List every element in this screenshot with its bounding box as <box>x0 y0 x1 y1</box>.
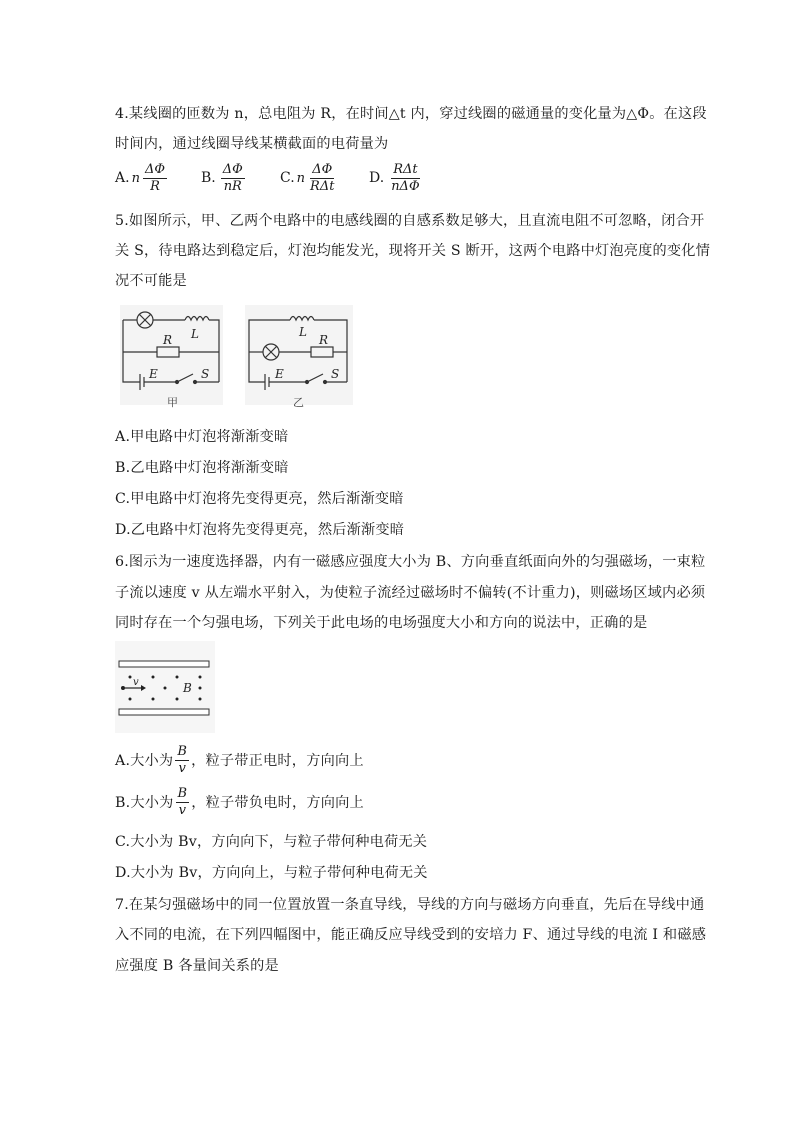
q6-option-d: D.大小为 Bv，方向向上，与粒子带何种电荷无关 <box>115 865 428 881</box>
denominator: v <box>178 802 187 818</box>
q6-option-a <box>115 740 364 780</box>
option-label: B. <box>201 170 216 186</box>
numerator: ΔΦ <box>312 161 333 177</box>
numerator: RΔt <box>393 161 418 177</box>
q5-option-a: A.甲电路中灯泡将渐渐变暗 <box>115 429 289 445</box>
fraction <box>221 162 245 195</box>
field-label: B <box>183 681 192 695</box>
numerator: B <box>177 743 188 759</box>
fraction <box>175 744 189 777</box>
q7-stem-line-3: 应强度 B 各量间关系的是 <box>115 958 279 974</box>
denominator: R <box>150 178 160 194</box>
option-suffix: ，粒子带正电时，方向向上 <box>191 753 364 769</box>
option-prefix: A.大小为 <box>115 753 174 769</box>
q5-circuit-figure <box>115 302 360 410</box>
q5-stem-line-1: 5.如图所示，甲、乙两个电路中的电感线圈的自感系数足够大，且直流电阻不可忽略，闭合开 <box>115 213 705 229</box>
q4-option-d <box>369 154 424 202</box>
inductor-label: L <box>191 327 199 341</box>
denominator: nΔΦ <box>391 178 420 194</box>
q4-option-c <box>280 154 338 202</box>
option-prefix: B.大小为 <box>115 795 174 811</box>
circuit-diagram-svg <box>115 302 360 410</box>
q5-stem-line-3: 况不可能是 <box>115 273 187 289</box>
fraction <box>308 162 336 195</box>
q4-options <box>115 154 715 202</box>
q4-option-a <box>115 154 169 202</box>
q6-option-c: C.大小为 Bv，方向向下，与粒子带何种电荷无关 <box>115 834 428 850</box>
caption-yi: 乙 <box>293 396 304 409</box>
resistor-label: R <box>163 333 173 347</box>
resistor-label: R <box>319 333 329 347</box>
coefficient: n <box>296 170 306 186</box>
q6-option-b <box>115 782 364 822</box>
switch-label: S <box>331 367 340 381</box>
velocity-label: v <box>133 677 139 688</box>
q4-option-b <box>201 154 247 202</box>
switch-label: S <box>201 367 210 381</box>
fraction <box>143 162 167 195</box>
fraction <box>389 162 421 195</box>
numerator: ΔΦ <box>144 161 165 177</box>
option-label: A. <box>115 170 130 186</box>
numerator: B <box>177 785 188 801</box>
velocity-selector-svg <box>115 641 215 733</box>
q4-stem-line-2: 时间内，通过线圈导线某横截面的电荷量为 <box>115 136 389 152</box>
denominator: nR <box>223 178 242 194</box>
fraction <box>176 786 190 819</box>
battery-label: E <box>275 367 284 381</box>
q7-stem-line-1: 7.在某匀强磁场中的同一位置放置一条直导线，导线的方向与磁场方向垂直，先后在导线中通 <box>115 897 705 913</box>
numerator: ΔΦ <box>222 161 243 177</box>
option-suffix: ，粒子带负电时，方向向上 <box>191 795 364 811</box>
q6-stem-line-3: 同时存在一个匀强电场，下列关于此电场的电场强度大小和方向的说法中，正确的是 <box>115 615 648 631</box>
battery-label: E <box>149 367 158 381</box>
inductor-label: L <box>299 325 307 339</box>
option-label: C. <box>280 170 295 186</box>
q7-stem-line-2: 入不同的电流，在下列四幅图中，能正确反应导线受到的安培力 F、通过导线的电流 I 和磁感 <box>115 927 707 943</box>
q6-velocity-selector-figure <box>115 641 215 733</box>
q5-option-c: C.甲电路中灯泡将先变得更亮，然后渐渐变暗 <box>115 491 404 507</box>
q5-option-d: D.乙电路中灯泡将先变得更亮，然后渐渐变暗 <box>115 522 405 538</box>
option-label: D. <box>369 170 385 186</box>
q6-stem-line-1: 6.图示为一速度选择器，内有一磁感应强度大小为 B、方向垂直纸面向外的匀强磁场，一束粒 <box>115 554 706 570</box>
coefficient: n <box>131 170 140 186</box>
denominator: v <box>178 760 186 776</box>
q4-stem-line-1: 4.某线圈的匝数为 n，总电阻为 R，在时间△t 内，穿过线圈的磁通量的变化量为△Φ。在这段 <box>115 106 707 122</box>
caption-jia: 甲 <box>167 396 178 409</box>
q5-stem-line-2: 关 S，待电路达到稳定后，灯泡均能发光，现将开关 S 断开，这两个电路中灯泡亮度的变化情 <box>115 243 711 259</box>
denominator: RΔt <box>310 178 335 194</box>
q5-option-b: B.乙电路中灯泡将渐渐变暗 <box>115 460 289 476</box>
q6-stem-line-2: 子流以速度 v 从左端水平射入，为使粒子流经过磁场时不偏转(不计重力)，则磁场区域内必须 <box>115 585 706 601</box>
